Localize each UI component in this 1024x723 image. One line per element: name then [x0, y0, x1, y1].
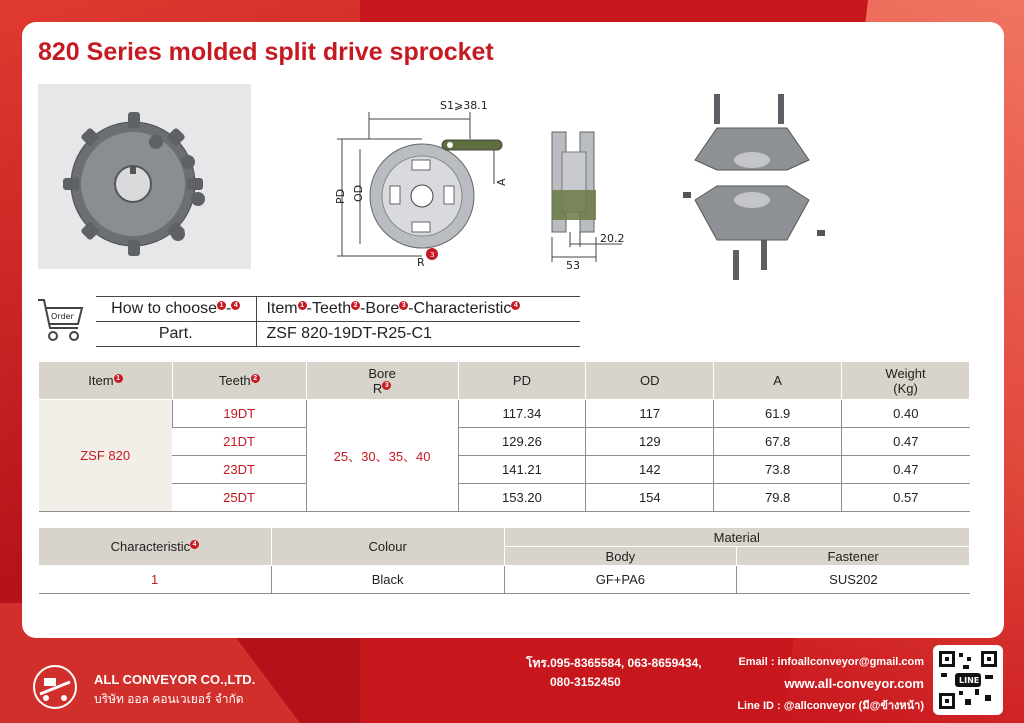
header-body: Body [504, 547, 737, 566]
part-label: Part. [96, 322, 256, 347]
weight-cell: 0.47 [842, 456, 970, 484]
fastener-cell: SUS202 [737, 566, 970, 594]
table-row [39, 428, 970, 456]
header-colour: Colour [271, 528, 504, 566]
company-name-en: ALL CONVEYOR CO.,LTD. [94, 672, 256, 687]
characteristic-cell: 1 [39, 566, 272, 594]
weight-cell: 0.40 [842, 400, 970, 428]
header-fastener: Fastener [737, 547, 970, 566]
weight-cell: 0.47 [842, 428, 970, 456]
phone-line-1: โทร.095-8365584, 063-8659434, [526, 656, 702, 670]
how-to-choose-label: How to choose 1 - 4 [96, 297, 256, 322]
header-item: Item 1 [39, 362, 173, 400]
company-logo [32, 664, 78, 710]
front-view-drawing [322, 94, 512, 269]
header-weight: Weight (Kg) [842, 362, 970, 400]
a-cell: 73.8 [714, 456, 842, 484]
page-title: 820 Series molded split drive sprocket [38, 38, 494, 66]
width-20-2-dimension: 20.2 [600, 232, 625, 245]
teeth-cell: 23DT [172, 456, 306, 484]
qr-code[interactable] [933, 645, 1003, 715]
od-dimension: OD [352, 184, 365, 202]
pd-cell: 129.26 [458, 428, 586, 456]
header-teeth: Teeth 2 [172, 362, 306, 400]
a-cell: 67.8 [714, 428, 842, 456]
header-od: OD [586, 362, 714, 400]
email-text[interactable]: Email : infoallconveyor@gmail.com [738, 656, 924, 668]
od-cell: 142 [586, 456, 714, 484]
teeth-cell: 25DT [172, 484, 306, 512]
company-name-th: บริษัท ออล คอนเวเยอร์ จำกัด [94, 692, 244, 706]
order-label: Order [51, 312, 74, 321]
bore-cell: 25、30、35、40 [306, 400, 458, 512]
table-row [39, 484, 970, 512]
material-table [38, 527, 970, 594]
a-cell: 61.9 [714, 400, 842, 428]
part-number: ZSF 820-19DT-R25-C1 [256, 322, 580, 347]
contact-block [737, 651, 924, 717]
table-row [39, 400, 970, 428]
a-cell: 79.8 [714, 484, 842, 512]
cart-icon [36, 296, 86, 344]
pd-cell: 141.21 [458, 456, 586, 484]
how-to-choose-table [96, 296, 580, 347]
header-material: Material [504, 528, 970, 547]
header-characteristic: Characteristic 4 [39, 528, 272, 566]
line-id-text[interactable]: Line ID : @allconveyor (มี@ข้างหน้า) [737, 700, 924, 712]
s1-dimension: S1⩾38.1 [440, 99, 488, 112]
exploded-view-drawing [677, 90, 827, 290]
weight-cell: 0.57 [842, 484, 970, 512]
colour-cell: Black [271, 566, 504, 594]
svg-text:3: 3 [430, 251, 435, 259]
spec-table [38, 361, 970, 512]
header-pd: PD [458, 362, 586, 400]
teeth-cell: 19DT [172, 400, 306, 428]
product-sheet-card [22, 22, 1004, 638]
od-cell: 117 [586, 400, 714, 428]
a-dimension: A [495, 178, 508, 186]
pd-cell: 153.20 [458, 484, 586, 512]
table-row [39, 456, 970, 484]
width-53-dimension: 53 [566, 259, 580, 272]
pd-dimension: PD [334, 188, 347, 204]
phone-line-2: 080-3152450 [550, 675, 621, 689]
side-view-drawing [542, 122, 642, 272]
teeth-cell: 21DT [172, 428, 306, 456]
header-a: A [714, 362, 842, 400]
qr-line-label: LINE [959, 676, 980, 685]
body-cell: GF+PA6 [504, 566, 737, 594]
website-link[interactable]: www.all-conveyor.com [784, 676, 924, 691]
od-cell: 154 [586, 484, 714, 512]
item-cell: ZSF 820 [39, 400, 173, 512]
product-photo [38, 84, 251, 269]
header-bore: Bore R 3 [306, 362, 458, 400]
pd-cell: 117.34 [458, 400, 586, 428]
how-to-choose-value: Item 1 -Teeth 2 -Bore 3 -Characteristic 4 [256, 297, 580, 322]
r-dimension: R [417, 256, 425, 269]
od-cell: 129 [586, 428, 714, 456]
table-row [39, 566, 970, 594]
